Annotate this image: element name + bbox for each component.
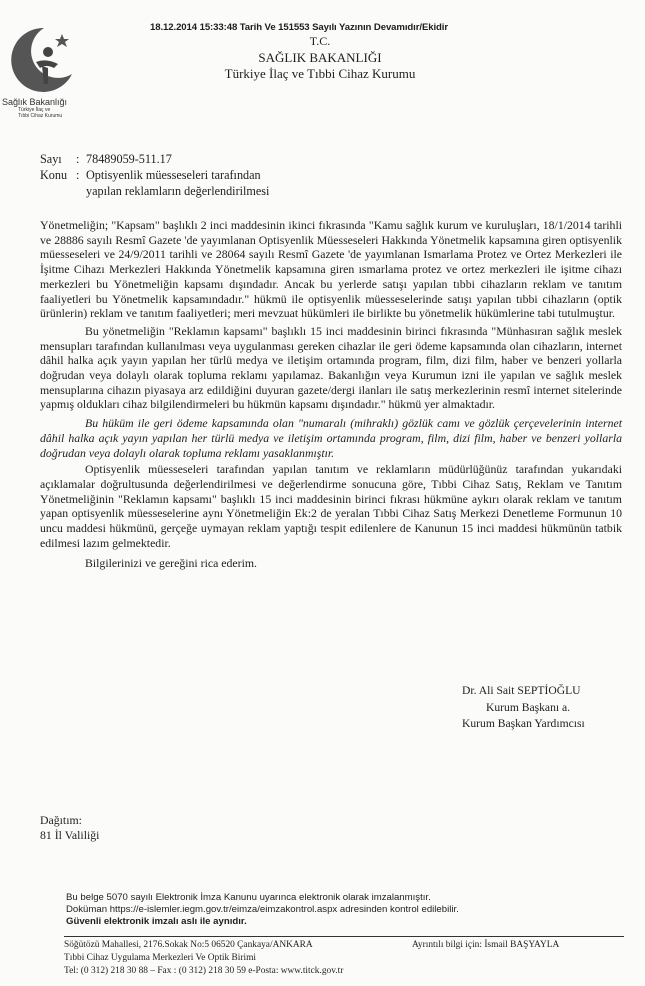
header-institution: Türkiye İlaç ve Tıbbi Cihaz Kurumu bbox=[224, 66, 416, 81]
konu-line1: Optisyenlik müesseseleri tarafından bbox=[86, 168, 261, 182]
document-stamp: 18.12.2014 15:33:48 Tarih Ve 151553 Sayılı Yazının Devamıdır/Ekidir bbox=[150, 22, 448, 33]
esign-line2: Doküman https://e-islemler.iegm.gov.tr/eimza/eimzakontrol.aspx adresinden kontrol edilebilir. bbox=[66, 904, 459, 915]
signature-title1: Kurum Başkanı a. bbox=[486, 701, 571, 714]
header-tc: T.C. bbox=[309, 34, 331, 48]
crescent-star-icon bbox=[6, 22, 82, 98]
footer-contact: Tel: (0 312) 218 30 88 – Fax : (0 312) 218 30 59 e-Posta: www.titck.gov.tr bbox=[64, 966, 344, 976]
letter-body bbox=[40, 218, 622, 571]
footer-unit: Tıbbi Cihaz Uygulama Merkezleri Ve Optik Birimi bbox=[64, 953, 256, 963]
esign-line3: Güvenli elektronik imzalı aslı ile aynıdır. bbox=[66, 916, 247, 927]
footer-address: Söğütözü Mahallesi, 2176.Sokak No:5 06520 Çankaya/ANKARA bbox=[64, 940, 313, 950]
konu-row: Konu : Optisyenlik müesseseleri tarafından bbox=[40, 168, 261, 182]
konu-line2: yapılan reklamların değerlendirilmesi bbox=[86, 184, 270, 198]
sayi-value: 78489059-511.17 bbox=[86, 152, 172, 166]
sayi-row: Sayı : 78489059-511.17 bbox=[40, 152, 172, 166]
logo-name: Sağlık Bakanlığı bbox=[2, 97, 68, 107]
footer-divider bbox=[64, 936, 624, 937]
header-ministry: SAĞLIK BAKANLIĞI bbox=[258, 50, 382, 65]
konu-label: Konu bbox=[40, 168, 68, 182]
logo-caption bbox=[2, 98, 67, 119]
footer-info-name: İsmail BAŞYAYLA bbox=[484, 940, 560, 950]
footer-info bbox=[412, 940, 559, 950]
paragraph-1: Yönetmeliğin; "Kapsam" başlıklı 2 inci maddesinin ikinci fıkrasında "Kamu sağlık kurum ve kuruluşları, 18/1/2014 tarihli ve 28886 sayılı Resmî Gazete 'de yayımlanan Optisyenlik Müesseseleri Hakkında Yönetmelik kapsamına giren optisyenlik müesseseleri ve 24/9/2011 tarihli ve 28064 sayılı Resmî Gazete 'de yayımlanan Ismarlama Protez ve Ortez Merkezleri ile İşitme Cihazı Merkezleri Hakkında Yönetmelik kapsamına giren ısmarlama protez ve ortez merkezleri ile işitme cihazı merkezleri bu Yönetmeliğin kapsamı dışındadır. Ancak bu yerlerde satışı yapılan tıbbi cihazların reklam ve tanıtım faaliyetleri bu Yönetmelik kapsamındadır." hükmü ile optisyenlik müesseselerinde satışı yapılan tıbbi cihazların (optik ürünlerin) reklam ve tanıtım faaliyetleri; meri mevzuat hükümleri ile birlikte bu yönetmelik hükümlerine tabi tutulmuştur. bbox=[40, 218, 622, 321]
logo-sub1: Türkiye İlaç ve bbox=[18, 107, 51, 113]
esign-line1: Bu belge 5070 sayılı Elektronik İmza Kanunu uyarınca elektronik olarak imzalanmıştır. bbox=[66, 892, 431, 903]
paragraph-3: Bu hüküm ile geri ödeme kapsamında olan "numaralı (mihraklı) gözlük camı ve gözlük çerçevelerinin internet dâhil halka açık yayın yapılan her türlü medya ve iletişim ortamında program, film, dizi film, haber ve benzeri yollarla doğrudan veya dolaylı olarak topluma reklamı yasaklanmıştır. bbox=[40, 416, 622, 460]
esign-notice bbox=[66, 892, 459, 928]
distribution-label: Dağıtım: bbox=[40, 813, 82, 827]
signature-title2: Kurum Başkan Yardımcısı bbox=[462, 717, 585, 730]
sayi-label: Sayı bbox=[40, 152, 62, 166]
ministry-logo bbox=[6, 22, 82, 98]
paragraph-5: Bilgilerinizi ve gereğini rica ederim. bbox=[85, 556, 257, 571]
paragraph-4: Optisyenlik müesseseleri tarafından yapılan tanıtım ve reklamların müdürlüğünüz tarafından yukarıdaki açıklamalar doğrultusunda değerlendirilmesi ve değerlendirme sonucuna göre, Tıbbi Cihaz Satış, Reklam ve Tanıtım Yönetmeliğinin "Reklamın kapsamı" başlıklı 15 inci maddesinin birinci fıkrası hükmüne aykırı olarak reklam ve tanıtım yapan optisyenlik müesseselerine aynı Yönetmeliğin Ek:2 de yeralan Tıbbi Cihaz Satış Merkezi Denetleme Formunun 10 uncu maddesi hükmünü, gerçeğe uymayan reklam yaptığı tespit edilenlere de Kanunun 15 inci maddesi hükmünün tatbik edilmesi lazım gelmektedir. bbox=[40, 462, 622, 550]
logo-sub2: Tıbbi Cihaz Kurumu bbox=[18, 113, 63, 119]
paragraph-2: Bu yönetmeliğin "Reklamın kapsamı" başlıklı 15 inci maddesinin birinci fıkrasında "Münhasıran sağlık meslek mensupları tarafından kullanılması veya uygulanması gereken cihazlar ile geri ödeme kapsamında olan cihazların, internet dâhil halka açık yayın yapılan her türlü medya ve iletişim ortamında program, film, dizi film, haber ve benzeri yollarla doğrudan veya dolaylı olarak topluma reklamı yapılamaz. Bakanlığın veya Kurumun izni ile yapılan ve sağlık meslek mensuplarına cihazın piyasaya arz edildiğini duyuran gazete/dergi ilanları ile satış merkezlerinin resmî internet sitelerinde yapmış oldukları cihaz bilgilendirmeleri bu hükmün kapsamı dışındadır." hükmü yer almaktadır. bbox=[40, 323, 622, 412]
footer-info-label: Ayrıntılı bilgi için: bbox=[412, 940, 482, 950]
distribution-value: 81 İl Valiliği bbox=[40, 828, 100, 842]
signature-name: Dr. Ali Sait SEPTİOĞLU bbox=[462, 684, 581, 697]
